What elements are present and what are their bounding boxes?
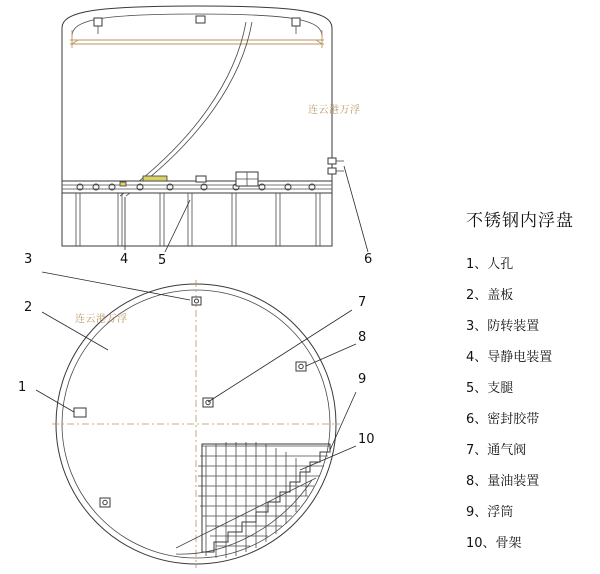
legend-panel bbox=[466, 206, 594, 567]
legend-item-number: 6、 bbox=[466, 412, 488, 427]
legend-item-5 bbox=[466, 381, 594, 396]
legend-item-6 bbox=[466, 412, 594, 427]
watermark-bottom: 连云港万浮 bbox=[75, 314, 128, 325]
legend-item-1 bbox=[466, 257, 594, 272]
legend-item-label: 防转装置 bbox=[487, 319, 540, 334]
legend-item-4 bbox=[466, 350, 594, 365]
callout-8: 8 bbox=[358, 330, 367, 345]
watermark-top: 连云港万浮 bbox=[308, 105, 361, 116]
legend-item-number: 4、 bbox=[466, 350, 488, 365]
legend-item-label: 盖板 bbox=[487, 288, 514, 303]
legend-list bbox=[466, 257, 594, 551]
legend-item-number: 2、 bbox=[466, 288, 488, 303]
legend-item-label: 密封胶带 bbox=[487, 412, 540, 427]
callout-10: 10 bbox=[358, 432, 375, 447]
callout-1: 1 bbox=[18, 380, 27, 395]
legend-item-number: 1、 bbox=[466, 257, 488, 272]
legend-item-9 bbox=[466, 505, 594, 520]
callout-6: 6 bbox=[364, 252, 373, 267]
legend-item-label: 支腿 bbox=[487, 381, 514, 396]
callout-9: 9 bbox=[358, 372, 367, 387]
callout-7: 7 bbox=[358, 295, 367, 310]
legend-title: 不锈钢内浮盘 bbox=[466, 211, 574, 231]
legend-item-label: 通气阀 bbox=[487, 443, 527, 458]
legend-item-number: 10、 bbox=[466, 536, 496, 551]
legend-item-number: 7、 bbox=[466, 443, 488, 458]
legend-item-number: 5、 bbox=[466, 381, 488, 396]
legend-item-number: 8、 bbox=[466, 474, 488, 489]
elevation-view bbox=[62, 6, 368, 252]
legend-item-number: 9、 bbox=[466, 505, 488, 520]
callout-4: 4 bbox=[120, 252, 129, 267]
callout-2: 2 bbox=[24, 300, 33, 315]
legend-item-label: 人孔 bbox=[487, 257, 514, 272]
callout-5: 5 bbox=[158, 253, 167, 268]
legend-item-label: 量油装置 bbox=[487, 474, 540, 489]
legend-item-2 bbox=[466, 288, 594, 303]
callout-3: 3 bbox=[24, 252, 33, 267]
legend-item-8 bbox=[466, 474, 594, 489]
legend-item-number: 3、 bbox=[466, 319, 488, 334]
legend-item-10 bbox=[466, 536, 594, 551]
legend-item-label: 浮筒 bbox=[487, 505, 514, 520]
legend-item-7 bbox=[466, 443, 594, 458]
legend-item-label: 导静电装置 bbox=[487, 350, 553, 365]
legend-item-label: 骨架 bbox=[495, 536, 522, 551]
legend-item-3 bbox=[466, 319, 594, 334]
